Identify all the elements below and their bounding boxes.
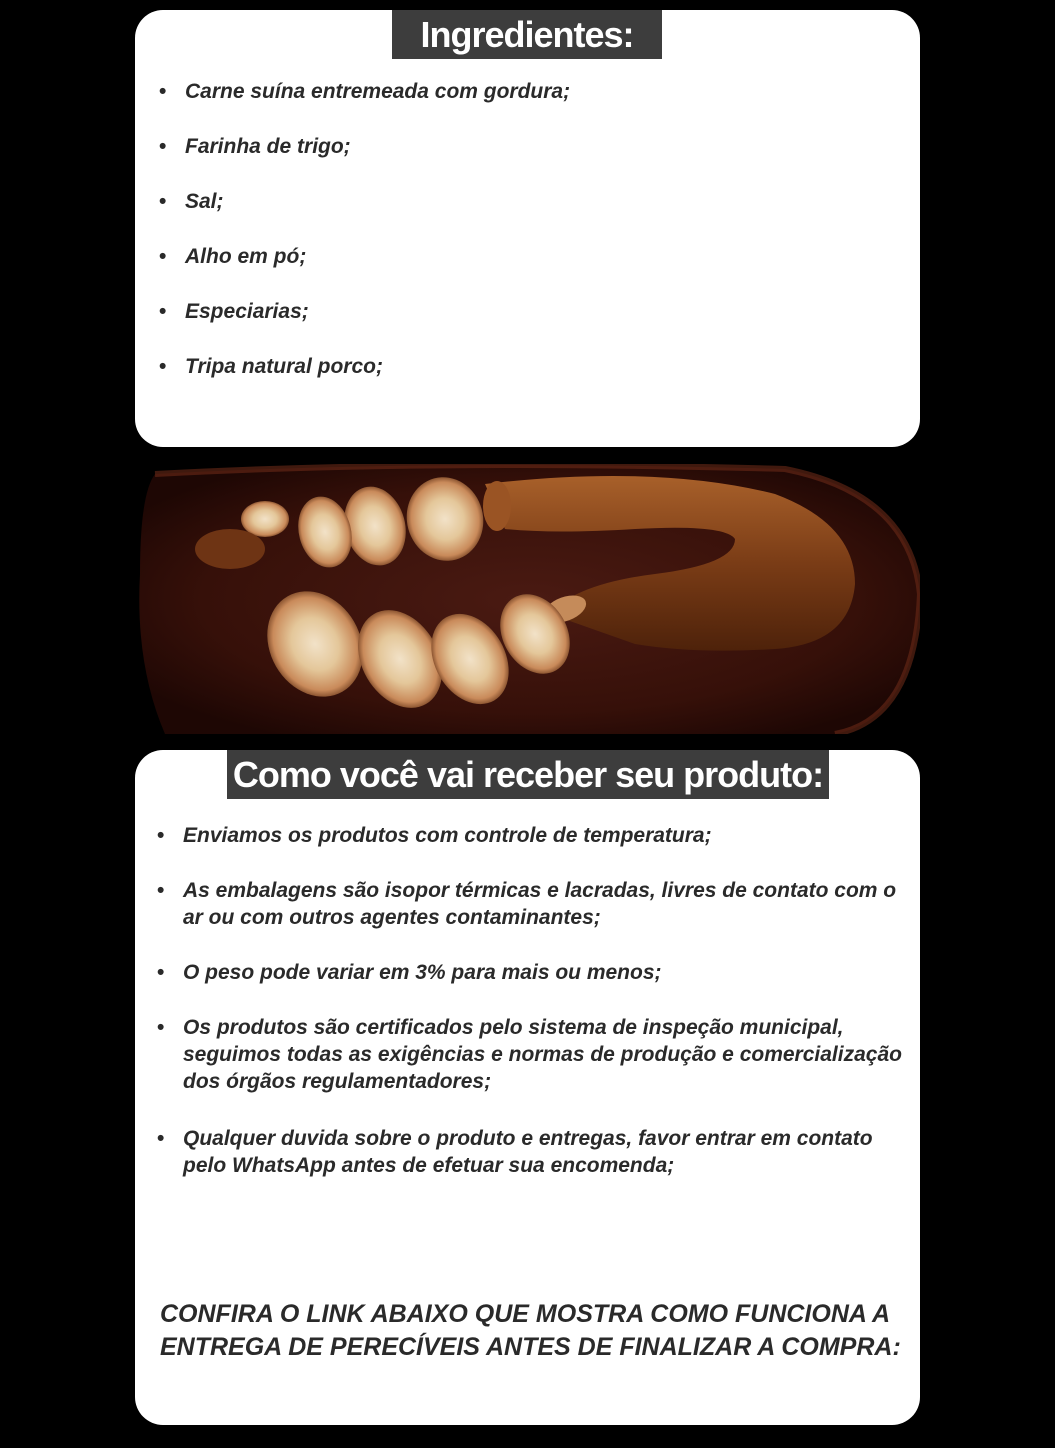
list-item: • O peso pode variar em 3% para mais ou menos; (157, 961, 662, 984)
ingredients-card (135, 10, 920, 447)
bullet-icon: • (159, 135, 167, 158)
ingredients-heading: Ingredientes: (392, 10, 662, 59)
list-item: • Farinha de trigo; (159, 135, 351, 158)
bullet-icon: • (159, 80, 167, 103)
bullet-icon: • (157, 879, 165, 902)
bullet-icon: • (157, 961, 165, 984)
bullet-icon: • (159, 190, 167, 213)
sausage-photo (135, 464, 920, 734)
list-item: • Carne suína entremeada com gordura; (159, 80, 571, 103)
delivery-heading: Como você vai receber seu produto: (227, 750, 829, 799)
bullet-icon: • (159, 245, 167, 268)
bullet-icon: • (157, 824, 165, 847)
list-item: • Especiarias; (159, 300, 309, 323)
list-item: • Alho em pó; (159, 245, 307, 268)
bullet-icon: • (159, 355, 167, 378)
bullet-icon: • (157, 1127, 165, 1150)
list-item: • Sal; (159, 190, 224, 213)
delivery-card (135, 750, 920, 1425)
bullet-icon: • (159, 300, 167, 323)
list-item: • Tripa natural porco; (159, 355, 383, 378)
list-item: • Qualquer duvida sobre o produto e entregas, favor entrar em contato pelo WhatsApp antes de efetuar sua encomenda; (157, 1127, 873, 1177)
list-item: • As embalagens são isopor térmicas e lacradas, livres de contato com o ar ou com outros agentes contaminantes; (157, 879, 897, 929)
list-item: • Os produtos são certificados pelo sistema de inspeção municipal, seguimos todas as exigências e normas de produção e comercialização dos órgãos regulamentadores; (157, 1016, 902, 1093)
bullet-icon: • (157, 1016, 165, 1039)
list-item: • Enviamos os produtos com controle de temperatura; (157, 824, 712, 847)
delivery-cta: CONFIRA O LINK ABAIXO QUE MOSTRA COMO FUNCIONA A ENTREGA DE PERECÍVEIS ANTES DE FINALIZAR A COMPRA: (160, 1300, 901, 1361)
